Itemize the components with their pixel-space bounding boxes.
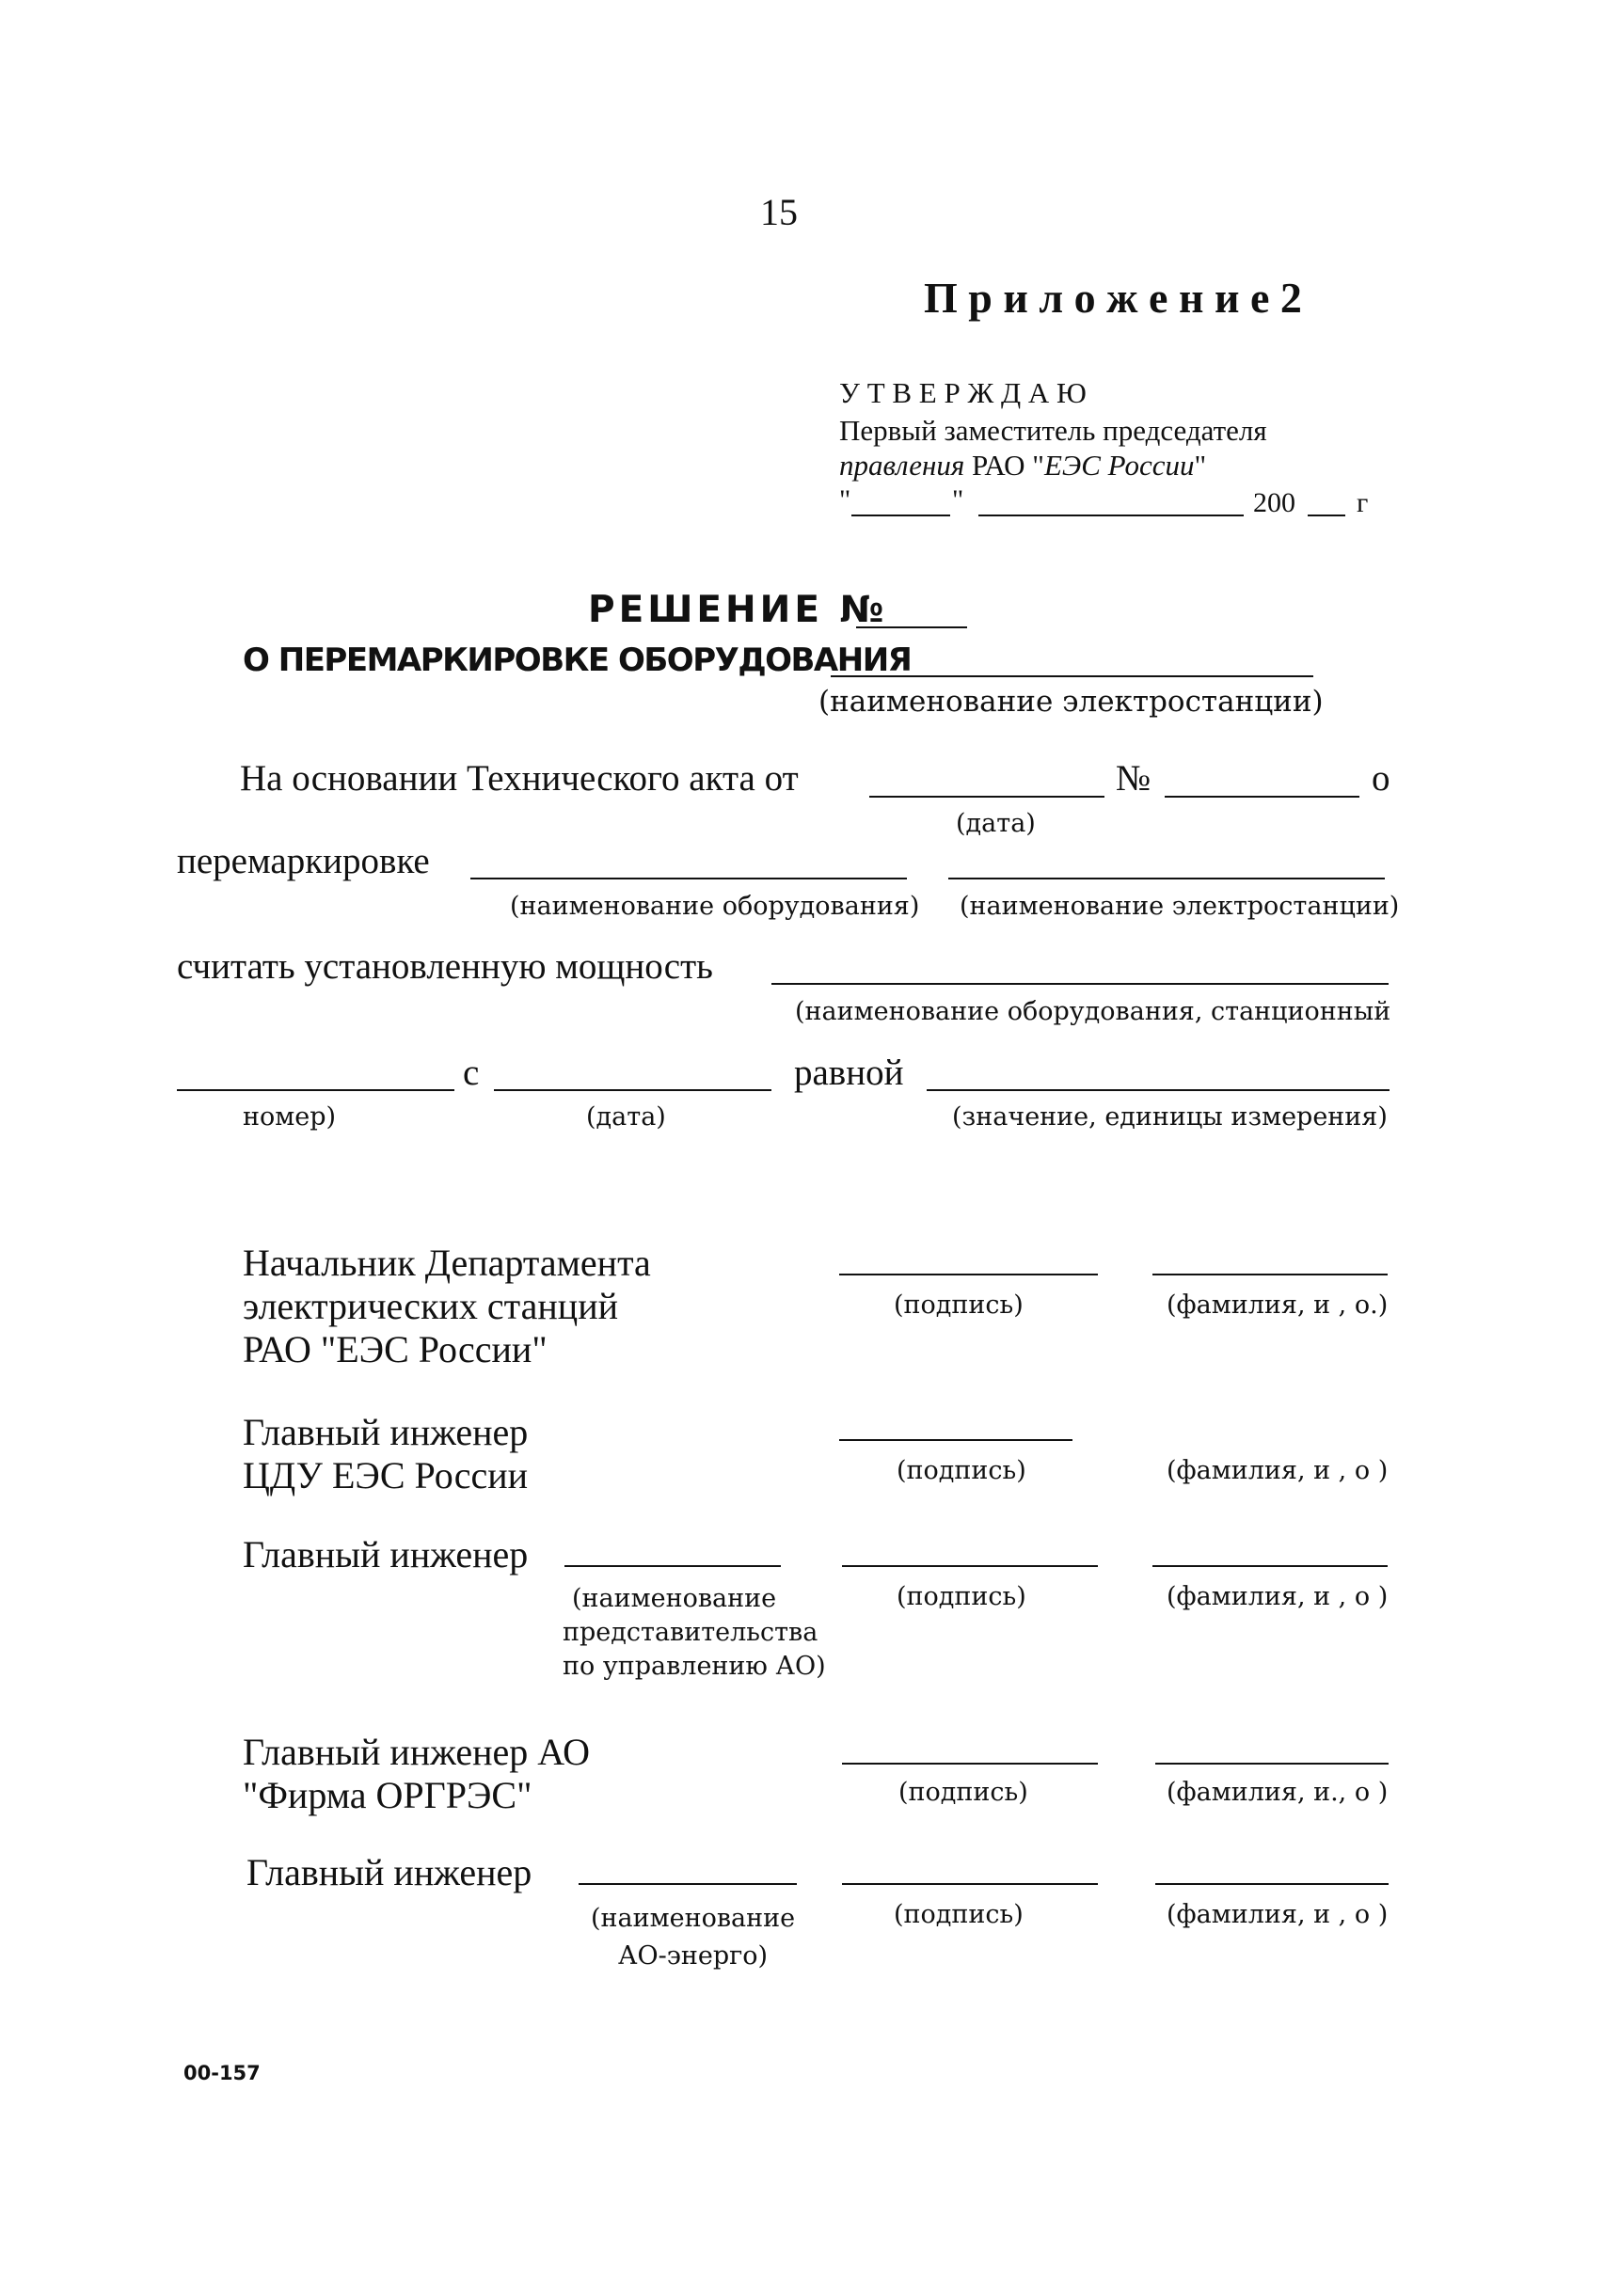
organization-caption-5 (591, 1900, 795, 1975)
approval-year-suffix: г (1357, 487, 1369, 518)
signature-caption-5: (подпись) (894, 1900, 1024, 1929)
body-line2-text: перемаркировке (177, 841, 430, 881)
approval-line1: Первый заместитель председателя (839, 414, 1267, 447)
appendix-title: П р и л о ж е н и е 2 (924, 274, 1302, 322)
name-caption-2: (фамилия, и , о ) (1167, 1456, 1389, 1485)
decision-number-line (856, 626, 967, 628)
body-station-caption: (наименование электростанции) (960, 892, 1400, 921)
signature-caption-3: (подпись) (897, 1582, 1026, 1611)
signature-caption-1: (подпись) (894, 1291, 1024, 1320)
decision-title: РЕШЕНИЕ № (588, 589, 888, 631)
approval-line2-c: ЕЭС России (1043, 449, 1195, 482)
footer-code: 00-157 (183, 2062, 261, 2084)
body-from-word: с (463, 1053, 480, 1093)
body-equal-word: равной (794, 1053, 904, 1093)
signatory-title-2 (243, 1411, 528, 1497)
body-act-date-line (869, 796, 1104, 798)
decision-station-caption: (наименование электростанции) (818, 685, 1324, 719)
approval-month-line (978, 515, 1244, 516)
body-line1-text: На основании Технического акта от (240, 758, 799, 799)
name-line-4 (1155, 1763, 1389, 1765)
name-line-1 (1152, 1274, 1388, 1275)
signatory-title-1-line: электрических станций (243, 1285, 619, 1327)
signature-line-2 (839, 1439, 1072, 1441)
signature-line-3 (842, 1565, 1098, 1567)
organization-line-3 (564, 1565, 781, 1567)
signatory-title-1-line: Начальник Департамента (243, 1242, 651, 1284)
organization-caption-3-line: представительства (563, 1618, 818, 1647)
body-date-caption-2: (дата) (586, 1102, 666, 1132)
signature-line-1 (839, 1274, 1098, 1275)
body-date-caption-1: (дата) (956, 809, 1036, 838)
body-o-word: о (1372, 758, 1390, 799)
approval-line2-a: правления (839, 449, 965, 482)
signatory-title-4 (243, 1731, 590, 1817)
signatory-title-5: Главный инженер (246, 1851, 532, 1893)
name-caption-5: (фамилия, и , о ) (1167, 1900, 1389, 1929)
body-equipment-caption: (наименование оборудования) (510, 892, 920, 921)
signature-line-5 (842, 1883, 1098, 1885)
approval-year-prefix: 200 (1253, 487, 1295, 518)
approval-line2-d: " (1194, 449, 1207, 482)
name-caption-4: (фамилия, и., о ) (1167, 1778, 1389, 1807)
signatory-title-4-line: "Фирма ОРГРЭС" (243, 1774, 532, 1816)
approval-day-line (851, 515, 950, 516)
body-station-number-line (177, 1089, 454, 1091)
decision-subtitle: О ПЕРЕМАРКИРОВКЕ ОБОРУДОВАНИЯ (243, 641, 912, 679)
body-equipment-station-caption: (наименование оборудования, станционный (795, 997, 1391, 1026)
signatory-title-1 (243, 1242, 651, 1371)
signatory-title-2-line: Главный инженер (243, 1411, 529, 1453)
body-act-number-line (1165, 796, 1359, 798)
body-capacity-line (771, 983, 1389, 985)
organization-caption-5-line: АО-энерго) (618, 1941, 769, 1971)
body-number-caption: номер) (243, 1102, 337, 1132)
decision-station-line (831, 675, 1313, 677)
organization-caption-5-line: (наименование (591, 1904, 796, 1933)
body-value-caption: (значение, единицы измерения) (952, 1102, 1388, 1132)
approval-year-line (1308, 515, 1345, 516)
organization-caption-3-line: по управлению АО) (563, 1652, 826, 1681)
organization-caption-3-line: (наименование (572, 1584, 777, 1613)
body-station-line (948, 878, 1385, 879)
approval-heading: У Т В Е Р Ж Д А Ю (839, 376, 1087, 409)
body-number-sign: № (1116, 758, 1151, 799)
body-date-line-2 (494, 1089, 771, 1091)
name-line-3 (1152, 1565, 1388, 1567)
signature-caption-4: (подпись) (898, 1778, 1028, 1807)
signature-line-4 (842, 1763, 1098, 1765)
name-line-5 (1155, 1883, 1389, 1885)
approval-line2 (839, 449, 1206, 483)
signatory-title-4-line: Главный инженер АО (243, 1731, 591, 1773)
signatory-title-1-line: РАО "ЕЭС России" (243, 1328, 548, 1370)
page-number: 15 (760, 191, 798, 233)
approval-date-quote-open: " (839, 484, 851, 515)
organization-caption-3 (563, 1582, 826, 1684)
name-caption-1: (фамилия, и , о.) (1167, 1291, 1389, 1320)
body-value-line (927, 1089, 1390, 1091)
signature-caption-2: (подпись) (897, 1456, 1026, 1485)
approval-date-quote-close: " (952, 484, 964, 515)
organization-line-5 (579, 1883, 797, 1885)
body-equipment-line (470, 878, 907, 879)
signatory-title-2-line: ЦДУ ЕЭС России (243, 1454, 529, 1496)
signatory-title-3: Главный инженер (243, 1533, 529, 1576)
approval-line2-b: РАО " (964, 449, 1044, 482)
name-caption-3: (фамилия, и , о ) (1167, 1582, 1389, 1611)
body-line3-text: считать установленную мощность (177, 946, 713, 987)
